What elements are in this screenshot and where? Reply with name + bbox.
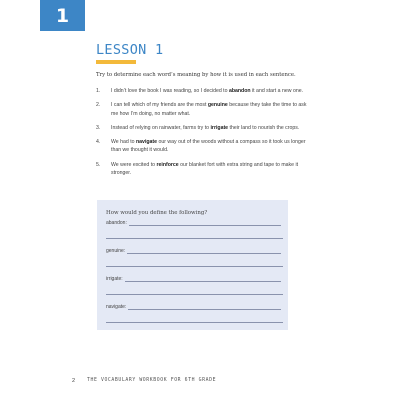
definition-word-label: genuine: [106,248,126,254]
question-text [111,87,303,96]
definition-word-label: abandon: [106,220,127,226]
question-number: 2. [96,102,101,109]
sentence-start: We were excited to [111,161,157,168]
definition-prompt: How would you define the following? [106,210,208,216]
vocab-word: reinforce [156,161,179,168]
question-item [96,124,311,133]
definition-row-abandon[interactable] [106,220,281,226]
definition-word-label: irrigate: [106,276,123,282]
answer-line[interactable] [129,220,281,226]
answer-line[interactable] [106,266,283,267]
sentence-end: it and start a new one. [250,88,304,94]
answer-line[interactable] [106,294,283,295]
running-footer-title: THE VOCABULARY WORKBOOK FOR 6TH GRADE [87,378,217,383]
answer-line[interactable] [106,238,283,239]
question-number: 3. [96,124,101,131]
vocab-word: genuine [207,102,228,109]
definition-row-navigate[interactable] [106,304,281,310]
chapter-number: 1 [55,4,70,27]
question-number: 5. [96,161,101,168]
answer-line[interactable] [127,248,281,254]
vocab-word: navigate [136,138,158,145]
question-text [111,124,299,133]
question-number: 1. [96,88,101,94]
lesson-title: LESSON 1 [96,42,164,58]
sentence-end: our way out of the woods without a compass so it took us longer than we thought it would. [111,138,306,154]
sentence-end: our blanket fort with extra string and tape to make it stronger. [111,161,299,177]
sentence-start: I didn’t love the book I was reading, so I decided to [111,88,229,94]
page-number: 2 [72,378,76,384]
definition-row-irrigate[interactable] [106,276,281,282]
vocab-word: irrigate [210,124,229,131]
question-item [96,138,311,155]
question-text [111,161,311,178]
definition-box [97,200,288,330]
title-underline [96,60,136,64]
question-list [96,87,311,183]
sentence-start: Instead of relying on rainwater, farms try to [111,124,211,131]
question-item [96,87,311,96]
sentence-end: because they take the time to ask me how I’m doing, no matter what. [111,102,307,117]
answer-line[interactable] [106,322,283,323]
definition-row-genuine[interactable] [106,248,281,254]
question-item [96,101,311,118]
instructions-text: Try to determine each word’s meaning by how it is used in each sentence. [96,72,296,78]
question-item [96,161,311,178]
answer-line[interactable] [125,276,281,282]
answer-line[interactable] [128,304,281,310]
question-number: 4. [96,138,101,145]
definition-word-label: navigate: [106,304,127,310]
sentence-end: their land to nourish the crops. [228,124,300,131]
chapter-number-badge [40,0,85,31]
vocab-word: abandon [228,88,251,94]
question-text [111,101,311,118]
sentence-start: We had to [111,138,136,145]
sentence-start: I can tell which of my friends are the most [111,102,208,109]
question-text [111,138,311,155]
